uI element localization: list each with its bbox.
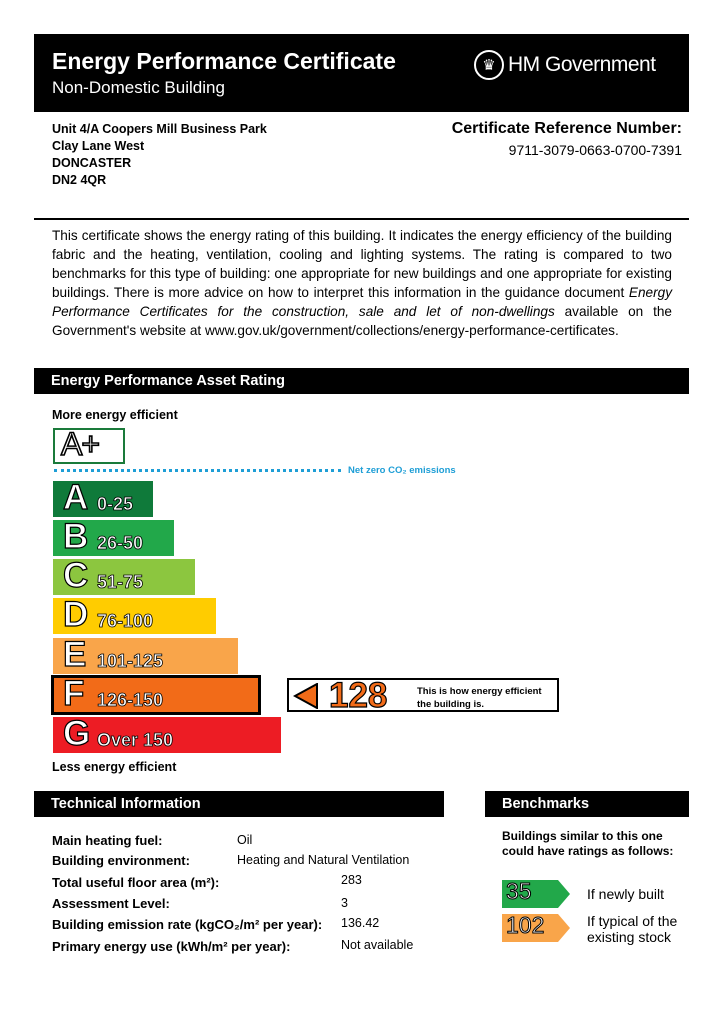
net-zero-line [54,469,341,472]
current-rating-indicator [287,676,559,715]
tech-value: Heating and Natural Ventilation [237,853,410,867]
band-d [53,595,216,634]
less-efficient-label: Less energy efficient [52,760,177,774]
intro-text-1: This certificate shows the energy rating of this building. It indicates the energy efficiency of the building fabric and the heating, ventilation, cooling and lighting systems. The rating is compared to two benchmarks for this type of building: one appropriate for new buildings and one appropriate for existing buildings. There is more advice on how to interpret this information in the guidance document [52,228,672,300]
band-g-letter: G [63,714,91,753]
tech-label: Building emission rate (kgCO₂/m² per year): [52,917,323,932]
tech-value: 136.42 [341,916,380,930]
benchmark-new-label: If newly built [587,886,665,902]
band-f-range: 126-150 [97,690,164,710]
technical-title: Technical Information [34,791,444,817]
royal-crest-icon: ♛ [474,50,504,80]
band-b-range: 26-50 [97,533,144,553]
net-zero-label: Net zero CO₂ emissions [348,465,456,476]
band-a-letter: A [63,478,89,517]
band-f-letter: F [63,674,85,713]
tech-label: Primary energy use (kWh/m² per year): [52,939,291,954]
benchmarks-intro: Buildings similar to this one could have ratings as follows: [502,829,674,858]
divider [34,218,689,220]
intro-paragraph [52,226,672,340]
tech-value: Oil [237,833,253,847]
tech-value: Not available [341,938,414,952]
current-rating-text: This is how energy efficient the building is. [417,686,542,710]
benchmark-existing-value: 102 [506,912,545,938]
band-f [53,674,259,713]
band-a-range: 0-25 [97,494,134,514]
current-rating-value: 128 [329,676,388,715]
band-a [53,478,153,517]
hm-government-logo [474,50,656,80]
brand-name: HM Government [508,53,656,76]
tech-value: 3 [341,896,348,910]
tech-label: Building environment: [52,853,190,868]
band-b-letter: B [63,517,89,556]
band-c-letter: C [63,556,89,595]
tech-label: Total useful floor area (m²): [52,875,220,890]
asset-rating-title: Energy Performance Asset Rating [34,368,689,394]
page-title: Energy Performance Certificate [52,48,396,74]
band-c [53,556,195,595]
band-aplus-label: A+ [61,426,100,462]
band-c-range: 51-75 [97,572,144,592]
benchmarks-title: Benchmarks [485,791,689,817]
band-d-letter: D [63,595,89,634]
intro-text-2: available on the Government's website at www.gov.uk/government/collections/energy-performance-certificates. [52,304,672,338]
band-g-range: Over 150 [97,730,174,750]
address-line-2: Clay Lane West [52,139,145,153]
benchmark-existing-label-2: existing stock [587,929,672,945]
band-e [53,635,238,674]
address-line-3: DONCASTER [52,156,132,170]
more-efficient-label: More energy efficient [52,408,178,422]
pointer-arrow-icon [293,683,321,709]
benchmark-existing-label-1: If typical of the [587,913,678,929]
certificate-header [34,34,689,112]
address-line-4: DN2 4QR [52,173,107,187]
band-g [53,714,281,753]
tech-label: Assessment Level: [52,896,170,911]
band-aplus [53,428,125,464]
property-address [52,121,267,189]
guidance-title: Energy Performance Certificates for the construction, sale and let of non-dwellings [52,285,672,319]
band-d-range: 76-100 [97,611,154,631]
address-line-1: Unit 4/A Coopers Mill Business Park [52,122,267,136]
benchmark-new-value: 35 [506,878,532,904]
page-subtitle: Non-Domestic Building [52,78,225,97]
band-e-range: 101-125 [97,651,164,671]
band-b [53,517,174,556]
tech-value: 283 [341,873,362,887]
reference-label: Certificate Reference Number: [451,120,682,137]
reference-number: 9711-3079-0663-0700-7391 [508,142,682,158]
tech-label: Main heating fuel: [52,833,163,848]
band-e-letter: E [63,635,87,674]
